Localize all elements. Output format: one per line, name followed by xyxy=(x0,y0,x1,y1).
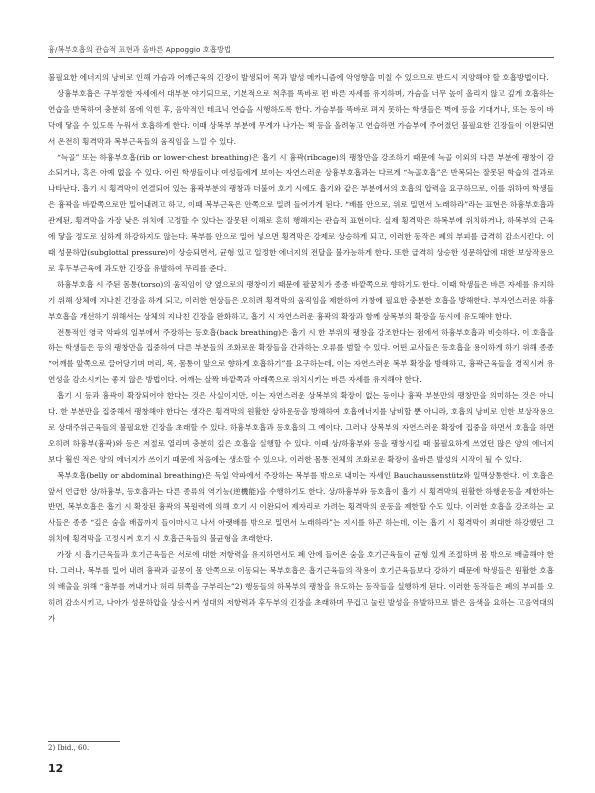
body-text xyxy=(48,70,554,627)
paragraph: 불필요한 에너지의 낭비로 인해 가슴과 어깨근육의 긴장이 발생되어 목과 발성 메카니즘에 악영향을 미칠 수 있으므로 반드시 지양해야 할 호흡방법이다. xyxy=(48,73,549,82)
header-rule xyxy=(48,57,554,58)
running-head: 흉/복부호흡의 관습적 표현과 올바른 Appoggio 호흡방법 xyxy=(48,45,232,54)
paragraph: 가장 시 흡기근육들과 호기근육들은 서로에 대한 저항력을 유지하면서도 폐 안에 들어온 숨을 호기근육들이 균형 있게 조절하며 몸 밖으로 배출해야 한다. 그러나, 복부를 밀어 내려 흉곽과 골몽이 몸 안쪽으로 이동되는 복부호흡은 흡기근육들의 작용이 호기근육들보다 강하기 때문에 학생들은 원활한 호흡의 배출을 위해 “흉부를 꺼내거나 허리 뒤쪽을 구부리는”2) 행동들의 하복부의 팽창을 유도하는 동작들을 실행하게 된다. 이러한 동작들은 폐의 부피를 오히려 감소시키고, 나아가 성문하압을 상승시켜 성대의 저항력과 후두부의 긴장을 초래하며 무겁고 눌린 발성을 유발하므로 밝은 음색을 요하는 고음역대의 가 xyxy=(48,550,554,623)
paragraph: 하흉부호흡 시 주된 몸통(torso)의 움직임이 양 옆으로의 팽창이기 때문에 팔꿈치가 종종 바깥쪽으로 향하기도 한다. 이때 학생들은 바른 자세를 유지하기 위해 상체에 지나친 긴장을 하게 되고, 이러한 현상들은 오히려 횡격막의 움직임을 제한하여 가창에 필요한 충분한 호흡을 방해한다. 부자연스러운 하흉부호흡을 개선하기 위해서는 상체의 지나친 긴장을 완화하고, 흡기 시 자연스러운 흉곽의 확장과 함께 상복부의 확장을 동시에 유도해야 한다. xyxy=(48,279,554,321)
footnote: 2) Ibid., 60. xyxy=(48,744,90,752)
page-number: 12 xyxy=(48,762,64,775)
footnote-rule xyxy=(48,741,120,742)
paragraph: 전통적인 영국 악파의 일부에서 주장하는 등호흡(back breathing)은 흡기 시 한 부위의 팽창을 강조한다는 점에서 하흉부호흡과 비슷하다. 이 호흡을 하는 학생들은 등의 팽창만을 집중하여 다른 부분들의 조화로운 확장들을 간과하는 오류를 범할 수 있다. 어떤 교사들은 등호흡을 용이하게 하기 위해 종종 “어깨를 앞쪽으로 끌어당기며 머리, 목, 몸통이 앞으로 향하게 호흡하기”를 요구하는데, 이는 자연스러운 복부 확장을 방해하고, 흉곽근육들을 경직시켜 유연성을 감소시키는 좋지 않은 방법이다. 어깨는 살짝 바깥쪽과 아래쪽으로 위치시키는 바른 자세를 유지해야 한다. xyxy=(48,327,554,385)
paragraph: “늑골” 또는 하흉부호흡(rib or lower-chest breathing)은 흡기 시 흉곽(ribcage)의 팽창만을 강조하기 때문에 늑골 이외의 다른 부분에 팽창이 감소되거나, 혹은 아예 없을 수 있다. 어린 학생들이나 여성들에게 보이는 자연스러운 상흉부호흡과는 다르게 “늑골호흡”은 반복되는 잘못된 학습의 결과로 나타난다. 흡기 시 횡격막이 연결되어 있는 흉곽부분의 팽창과 더불어 호기 시에도 흡기와 같은 부분에서의 호흡의 압력을 요구하므로, 이를 위하여 학생들은 흉곽을 바깥쪽으로만 밀어내려고 하고, 이때 복부근육은 안쪽으로 밀려 들어가게 된다. “배를 안으로, 위로 밀면서 노래하라”라는 표현은 하흉부호흡과 관계된, 횡격막을 가장 낮은 위치에 고정할 수 있다는 잘못된 이해로 흔히 행해지는 관습적 표현이다. 실제 횡격막은 하복부에 위치하거나, 하복부의 근육에 닿을 정도로 심하게 하강하지도 않는다. 복부를 안으로 밀어 넣으면 횡격막은 강제로 상승하게 되고, 이러한 동작은 폐의 부피를 급격히 감소시킨다. 이때 성문하압(subglottal pressure)이 상승되면서, 균형 있고 일정한 에너지의 전달을 불가능하게 한다. 또한 급격히 상승한 성문하압에 대한 보상작용으로 후두부근육에 과도한 긴장을 유발하여 무리를 준다. xyxy=(48,152,554,273)
paragraph: 상흉부호흡은 구부정한 자세에서 대부분 야기되므로, 기본적으로 척추를 똑바로 편 바른 자세를 유지하며, 가슴을 너무 높이 올리지 않고 깊게 호흡하는 연습을 반복하여 충분히 몸에 익힌 후, 음악적인 테크닉 연습을 시행하도록 한다. 가슴부를 똑바로 펴지 못하는 학생들은 벽에 등을 기대거나, 또는 등이 바닥에 닿을 수 있도록 누워서 호흡하게 한다. 이때 상복부 부분에 무게가 나가는 책 등을 올려놓고 연습하면 가슴부에 주어졌던 불필요한 긴장들이 이완되면서 온전히 횡격막과 복부근육들의 움직임을 느낄 수 있다. xyxy=(48,88,554,146)
paragraph: 복부호흡(belly or abdominal breathing)은 독일 악파에서 주장하는 복부를 밖으로 내미는 자세인 Bauchaussenstütz와 일맥상통한다. 이 호흡은 앞서 언급한 상/하흉부, 등호흡과는 다른 종류의 역기능(逆機能)을 수행하기도 한다. 상/하흉부와 등호흡이 흡기 시 횡격막의 원활한 하행운동을 제한하는 반면, 복부호흡은 흡기 시 확장된 흉곽의 복원력에 의해 호기 시 이완되어 제자리로 가려는 횡격막의 운동을 제한할 수도 있다. 이러한 호흡을 강조하는 교사들은 종종 “깊은 숨을 배꼽까지 들이마시고 나서 아랫배를 밖으로 밀면서 노래하라”는 지시를 하곤 하는데, 이는 흡기 시 횡격막이 최대한 하강했던 그 위치에 횡격막을 고정시켜 호기 시 호흡근육들의 불균형을 초래한다. xyxy=(48,470,554,544)
paragraph: 흡기 시 등과 흉곽이 확장되어야 한다는 것은 사실이지만, 이는 자연스러운 상복부의 확장이 없는 등이나 흉곽 부분만의 팽창만을 의미하는 것은 아니다. 한 부분만을 집중해서 팽창해야 한다는 생각은 횡격막의 원활한 상하운동을 방해하여 호흡에너지를 낭비할 뿐 아니라, 호흡의 낭비로 인한 보상작용으로 상대주위근육들의 불필요한 긴장을 초래할 수 있다. 하흉부호흡과 등호흡의 그 예이다. 그러나 상복부의 자연스러운 확장에 집중을 하면서 호흡을 하면 오히려 하흉부(흉곽)와 등은 저절로 열리며 충분히 깊은 호흡을 실행할 수 있다. 이때 상/하흉부와 등을 팽창시킬 때 불필요하게 쓰였던 많은 양의 에너지보다 훨씬 적은 양의 에너지가 쓰이기 때문에 처음에는 생소할 수 있으나, 이러한 몸통 전체의 조화로운 확장이 올바른 발성의 시작이 될 수 있다. xyxy=(48,391,554,464)
